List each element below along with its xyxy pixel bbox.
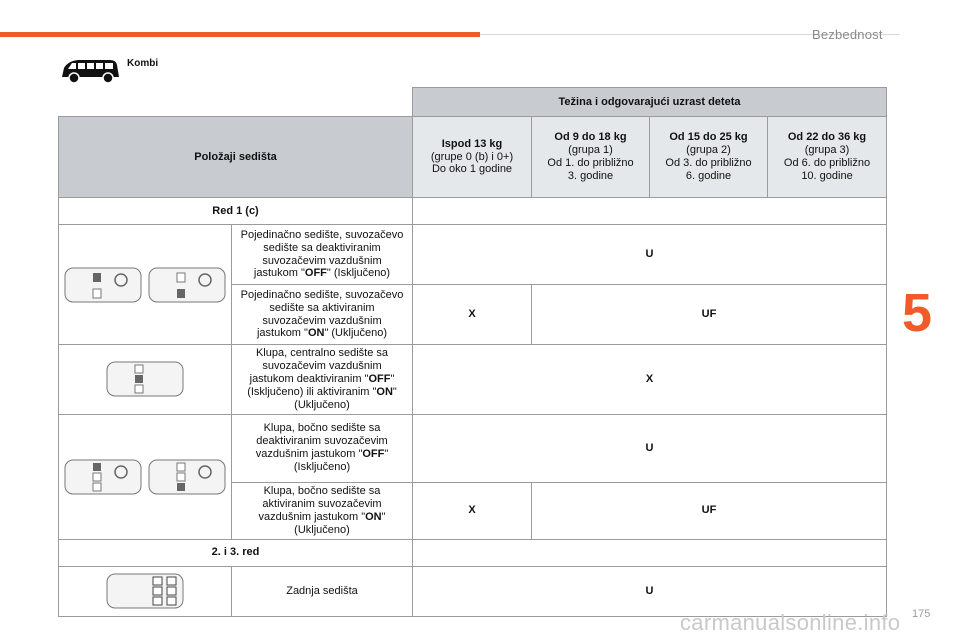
front-seat-diagram-icon (63, 265, 143, 305)
weight-age-header: Težina i odgovarajući uzrast deteta (413, 88, 887, 117)
bench-center-diagram-icon (105, 359, 185, 399)
row-2-3-label: 2. i 3. red (59, 539, 413, 566)
rear-seats-value: U (413, 566, 887, 616)
watermark: carmanualsonline.info (680, 610, 901, 635)
bench-side-diagram-icon (147, 457, 227, 497)
bench-side-on-desc: Klupa, bočno sedište sa aktiviranim suvozačevim vazdušnim jastukom "ON" (Uključeno) (232, 482, 413, 539)
bench-side-on-value-2: UF (532, 482, 887, 539)
front-seat-on-desc: Pojedinačno sedište, suvozačevo sedište sa aktiviranim suvozačevim vazdušnim jastukom "ON" (Uključeno) (232, 285, 413, 345)
bench-center-desc: Klupa, centralno sedište sa suvozačevim vazdušnim jastukom deaktiviranim "OFF" (Isključeno) ili aktiviranim "ON" (Uključeno) (232, 345, 413, 415)
group-header-0: Ispod 13 kg (grupe 0 (b) i 0+) Do oko 1 godine (413, 117, 532, 198)
front-seat-on-value-2: UF (532, 285, 887, 345)
rear-seats-diagram-icon (105, 571, 185, 611)
front-seat-off-value: U (413, 225, 887, 285)
front-seat-off-desc: Pojedinačno sedište, suvozačevo sedište sa deaktiviranim suvozačevim vazdušnim jastukom "OFF" (Isključeno) (232, 225, 413, 285)
front-seat-diagram-icon (147, 265, 227, 305)
front-seat-on-value-1: X (413, 285, 532, 345)
chapter-number: 5 (902, 283, 933, 343)
section-title: Bezbednost (812, 27, 883, 42)
group-header-1: Od 9 do 18 kg (grupa 1) Od 1. do približno 3. godine (532, 117, 650, 198)
child-seat-table (58, 87, 887, 617)
top-accent-bar (0, 32, 480, 37)
bench-side-off-value: U (413, 414, 887, 482)
group-header-3: Od 22 do 36 kg (grupa 3) Od 6. do približno 10. godine (768, 117, 887, 198)
front-seat-diagram-cell (59, 225, 232, 345)
bench-side-on-value-1: X (413, 482, 532, 539)
group-header-2: Od 15 do 25 kg (grupa 2) Od 3. do približno 6. godine (650, 117, 768, 198)
rear-seats-diagram-cell (59, 566, 232, 616)
page-number: 175 (912, 608, 931, 620)
vehicle-type-label: Kombi (127, 58, 159, 69)
rear-seats-desc: Zadnja sedišta (232, 566, 413, 616)
bench-side-off-desc: Klupa, bočno sedište sa deaktiviranim suvozačevim vazdušnim jastukom "OFF" (Isključeno) (232, 414, 413, 482)
van-icon (60, 57, 122, 85)
bench-center-value: X (413, 345, 887, 415)
row-1-label: Red 1 (c) (59, 198, 413, 225)
bench-center-diagram-cell (59, 345, 232, 415)
seat-positions-header: Položaji sedišta (59, 117, 413, 198)
bench-side-diagram-cell (59, 414, 232, 539)
bench-side-diagram-icon (63, 457, 143, 497)
